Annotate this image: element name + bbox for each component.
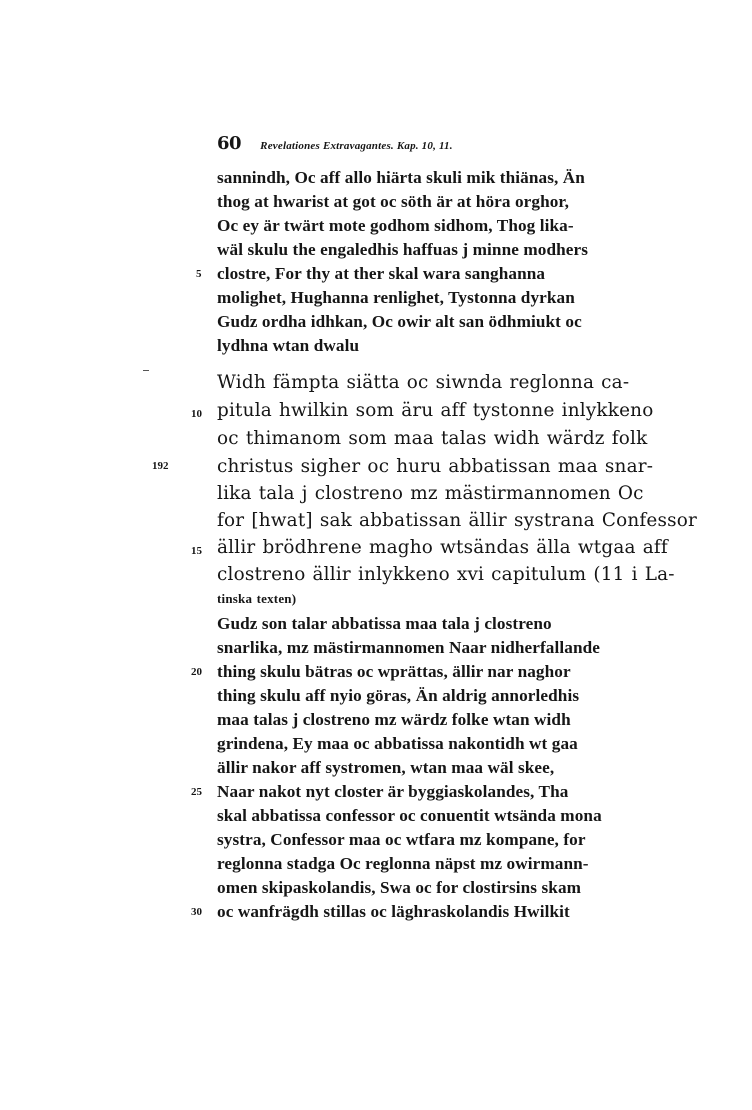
text-line: skal abbatissa confessor oc conuentit wtsända mona — [217, 806, 602, 825]
text-line: maa talas j clostreno mz wärdz folke wtan widh — [217, 710, 571, 729]
text-line: sannindh, Oc aff allo hiärta skuli mik thiänas, Än — [217, 168, 585, 187]
text-line: lydhna wtan dwalu — [217, 336, 360, 355]
text-line: Gudz son talar abbatissa maa tala j clostreno — [217, 614, 552, 633]
heading-line: oc thimanom som maa talas widh wärdz folk — [217, 428, 648, 449]
text-line: reglonna stadga Oc reglonna näpst mz owirmann- — [217, 854, 589, 873]
line-number: 30 — [191, 906, 202, 918]
text-line: oc wanfrägdh stillas oc läghraskolandis Hwilkit — [217, 902, 570, 921]
text-line: thing skulu aff nyio göras, Än aldrig annorledhis — [217, 686, 580, 705]
heading-line: Widh fämpta siätta oc siwnda reglonna ca- — [217, 372, 630, 393]
heading-line: christus sigher oc huru abbatissan maa snar- — [217, 456, 654, 477]
heading-line: for [hwat] sak abbatissan ällir systrana Confessor — [217, 510, 698, 531]
text-line: Naar nakot nyt closter är byggiaskolandes, Tha — [217, 782, 569, 801]
heading-line: ällir brödhrene magho wtsändas älla wtgaa aff — [217, 537, 668, 558]
text-line: thing skulu bätras oc wprättas, ällir nar naghor — [217, 662, 571, 681]
text-line: ällir nakor aff systromen, wtan maa wäl skee, — [217, 758, 555, 777]
line-number: 15 — [191, 545, 202, 557]
text-line: thog at hwarist at got oc söth är at höra orghor, — [217, 192, 569, 211]
heading-line: pitula hwilkin som äru aff tystonne inlykkeno — [217, 400, 654, 421]
text-line: systra, Confessor maa oc wtfara mz kompane, for — [217, 830, 586, 849]
text-line: Gudz ordha idhkan, Oc owir alt san ödhmiukt oc — [217, 312, 582, 331]
margin-page-reference: 192 — [152, 460, 169, 472]
text-line: Oc ey är twärt mote godhom sidhom, Thog lika- — [217, 216, 574, 235]
line-number: 10 — [191, 408, 202, 420]
running-title: Revelationes Extravagantes. Kap. 10, 11. — [260, 140, 453, 152]
text-line: omen skipaskolandis, Swa oc for clostirsins skam — [217, 878, 582, 897]
page-header — [217, 133, 453, 154]
text-line: snarlika, mz mästirmannomen Naar nidherfallande — [217, 638, 600, 657]
text-line: molighet, Hughanna renlighet, Tystonna dyrkan — [217, 288, 575, 307]
margin-tick-mark — [143, 370, 149, 371]
text-line: grindena, Ey maa oc abbatissa nakontidh wt gaa — [217, 734, 578, 753]
heading-line: tinska texten) — [217, 591, 297, 606]
line-number: 25 — [191, 786, 202, 798]
heading-line: clostreno ällir inlykkeno xvi capitulum (11 i La- — [217, 564, 675, 585]
page-number: 60 — [217, 133, 242, 154]
text-line: clostre, For thy at ther skal wara sanghanna — [217, 264, 546, 283]
heading-line: lika tala j clostreno mz mästirmannomen Oc — [217, 483, 644, 504]
text-line: wäl skulu the engaledhis haffuas j minne modhers — [217, 240, 589, 259]
line-number: 5 — [196, 268, 202, 280]
line-number: 20 — [191, 666, 202, 678]
